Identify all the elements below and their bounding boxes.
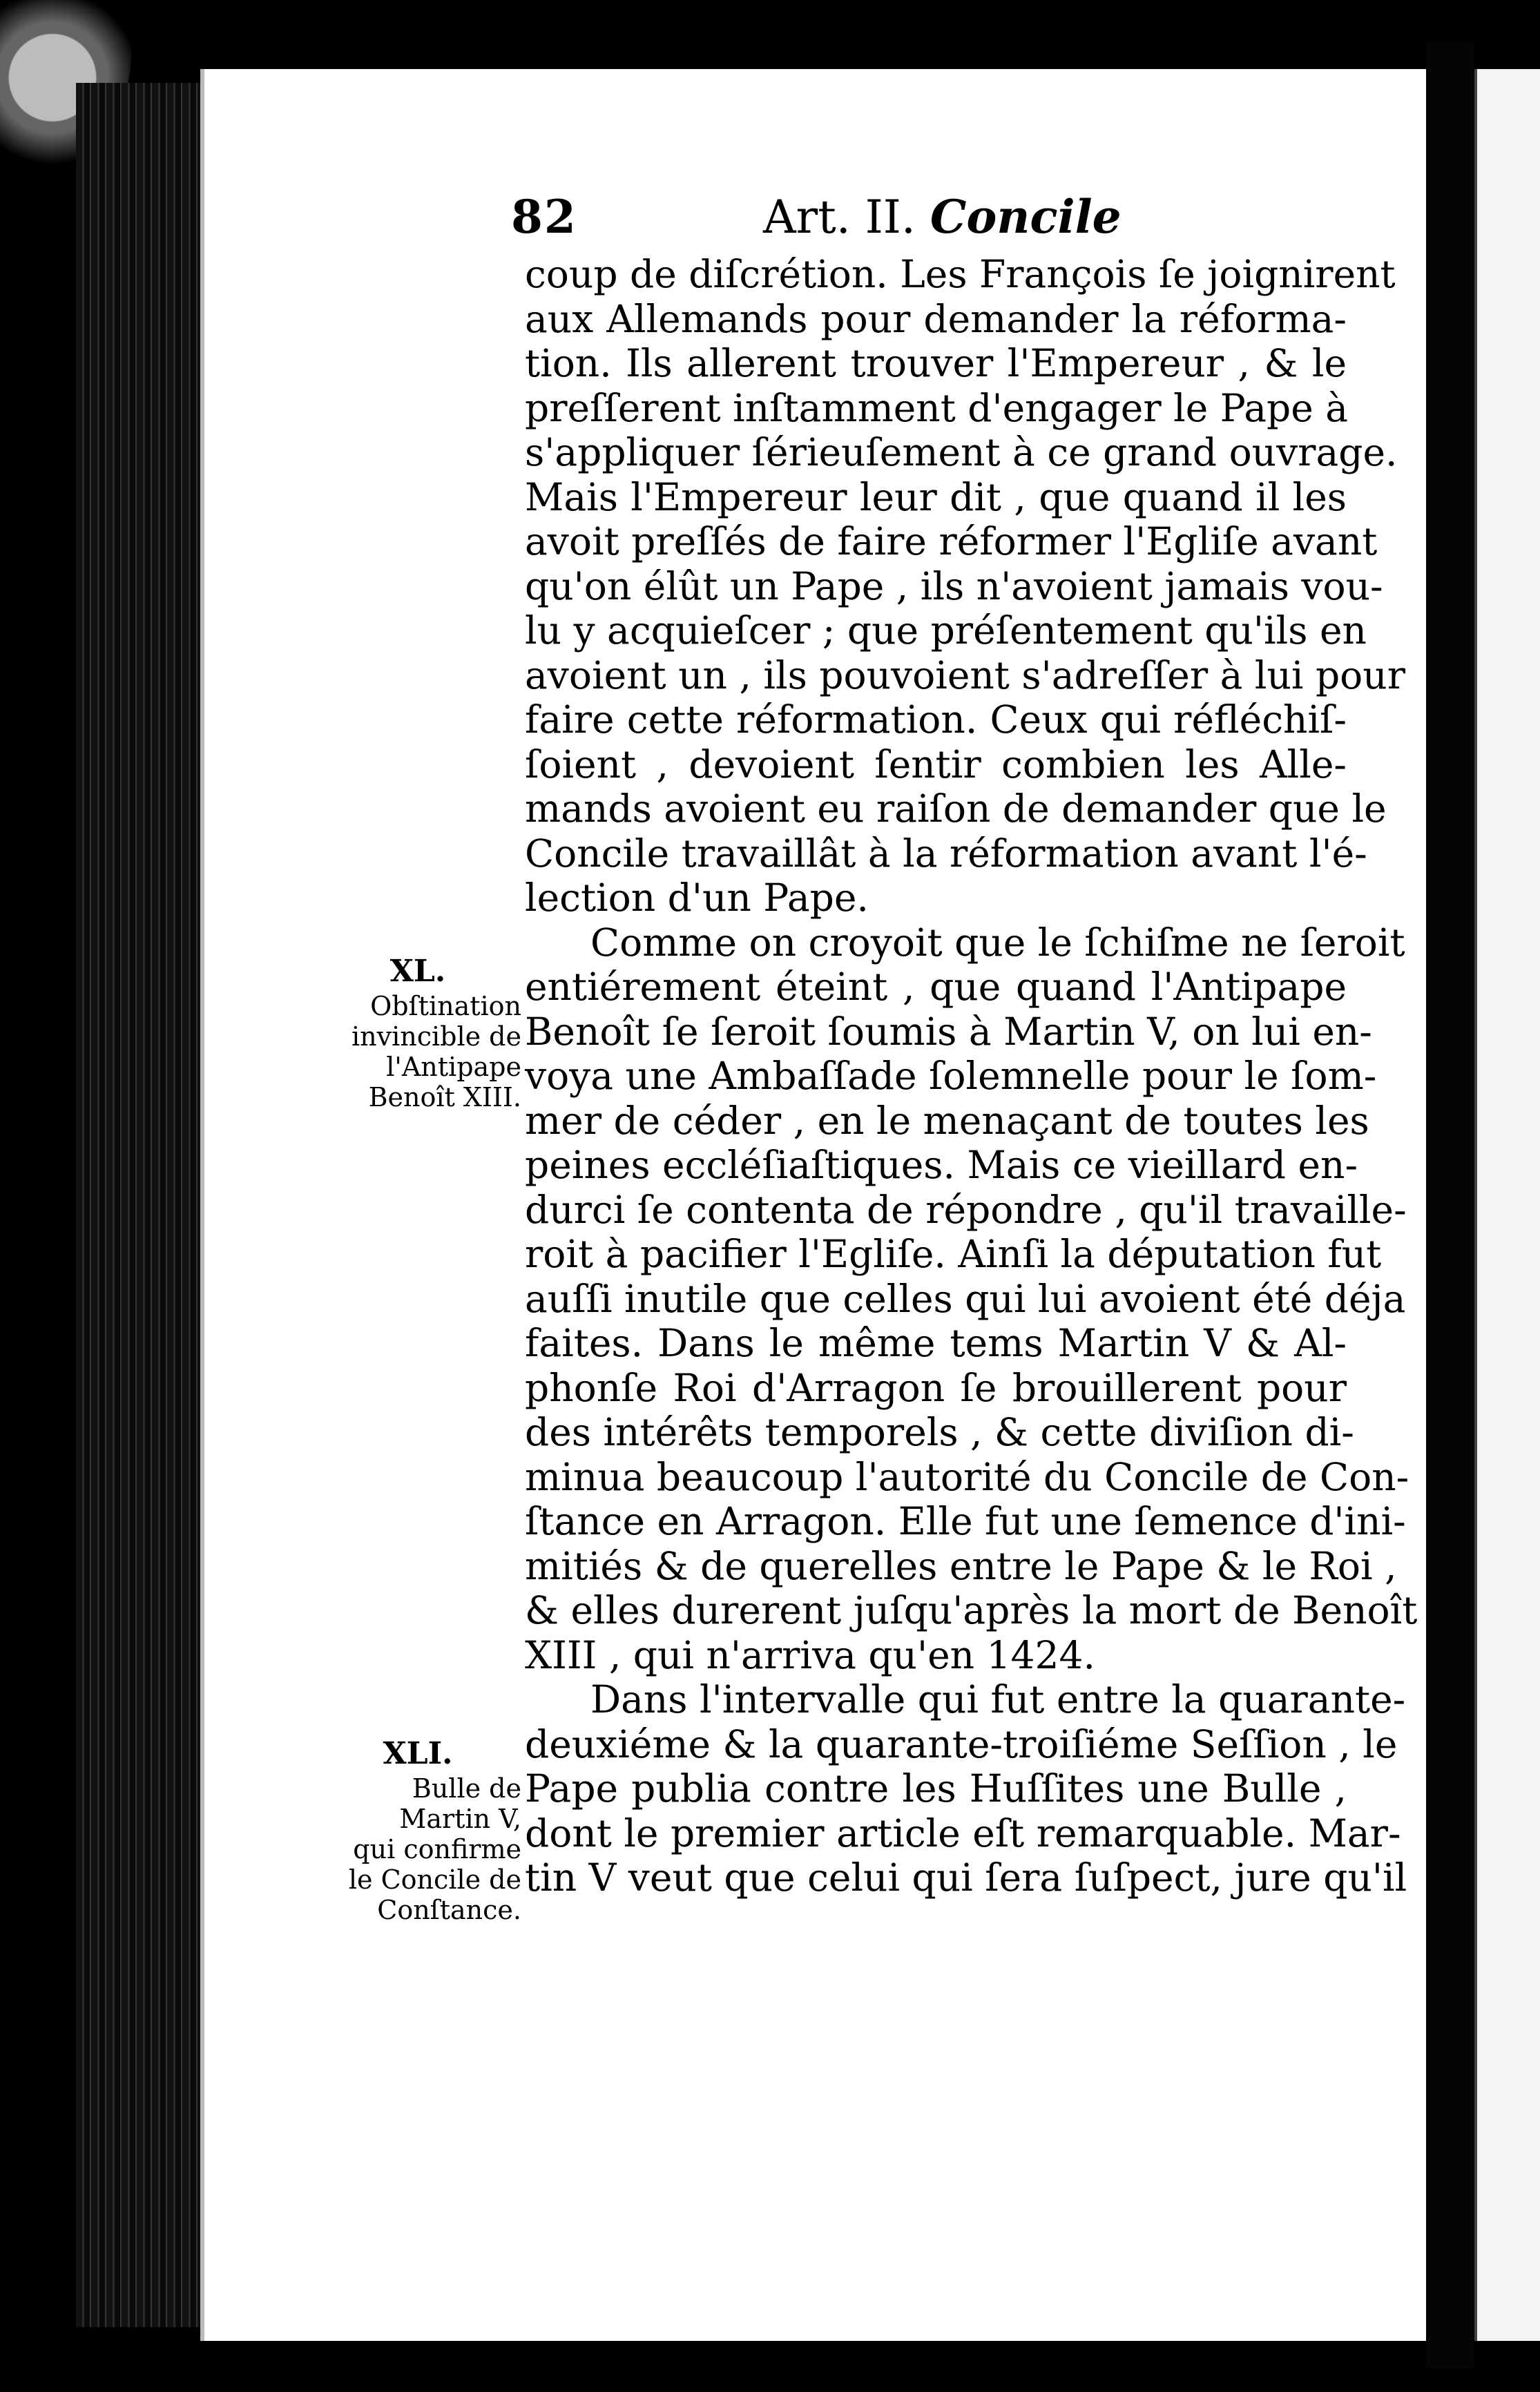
text-line: aux Allemands pour demander la réforma-: [525, 296, 1347, 341]
margin-note-line: invincible de: [351, 1021, 521, 1052]
text-line: minua beaucoup l'autorité du Concile de Con-: [525, 1454, 1409, 1499]
text-line: Benoît ſe ſeroit ſoumis à Martin V, on lui en-: [525, 1009, 1372, 1054]
text-line: avoient un , ils pouvoient s'adreſſer à lui pour: [525, 653, 1405, 697]
margin-note-line: Bulle de: [412, 1773, 521, 1804]
text-line: deuxiéme & la quarante-troiſiéme Seſſion , le: [525, 1721, 1398, 1766]
margin-note-line: le Concile de: [348, 1864, 521, 1895]
text-line: & elles durerent juſqu'après la mort de Benoît: [525, 1588, 1418, 1632]
text-line: lection d'un Pape.: [525, 876, 869, 920]
text-line: voya une Ambaſſade ſolemnelle pour le ſom-: [525, 1054, 1377, 1098]
text-line: tin V veut que celui qui ſera ſuſpect, jure qu'il: [525, 1855, 1407, 1900]
body-text: [525, 252, 1418, 1900]
margin-note-number: XLI.: [383, 1736, 453, 1771]
text-line: mitiés & de querelles entre le Pape & le Roi ,: [525, 1543, 1397, 1588]
page-number: 82: [511, 190, 577, 244]
text-line: peines eccléſiaſtiques. Mais ce vieillard en-: [525, 1143, 1358, 1187]
text-line: roit à pacifier l'Egliſe. Ainſi la députation fut: [525, 1232, 1382, 1276]
text-line: entiérement éteint , que quand l'Antipape: [525, 965, 1347, 1009]
text-line: XIII , qui n'arriva qu'en 1424.: [525, 1632, 1095, 1677]
margin-note-line: l'Antipape: [386, 1052, 521, 1082]
text-line: ſtance en Arragon. Elle fut une ſemence d'ini-: [525, 1499, 1406, 1543]
text-line: faites. Dans le même tems Martin V & Al-: [525, 1321, 1347, 1365]
margin-note-xl: [314, 956, 521, 1112]
text-line: lu y acquieſcer ; que préſentement qu'ils en: [525, 608, 1367, 653]
text-line: qu'on élût un Pape , ils n'avoient jamais vou-: [525, 563, 1383, 608]
text-line: avoit preſſés de faire réformer l'Egliſe avant: [525, 519, 1378, 563]
margin-note-line: Martin V,: [399, 1804, 521, 1834]
text-line: dont le premier article eſt remarquable. Mar-: [525, 1811, 1401, 1855]
margin-note-number: XL.: [389, 954, 446, 989]
text-line: des intérêts temporels , & cette diviſion di-: [525, 1410, 1354, 1454]
text-line: Comme on croyoit que le ſchiſme ne ſeroit: [590, 920, 1405, 965]
text-line: Concile travaillât à la réformation avant l'é-: [525, 831, 1367, 876]
text-line: Mais l'Empereur leur dit , que quand il les: [525, 474, 1347, 519]
text-line: s'appliquer ſérieuſement à ce grand ouvrage.: [525, 430, 1398, 474]
running-title: [763, 190, 1122, 244]
margin-note-xli: [314, 1736, 521, 1925]
text-line: preſſerent inſtamment d'engager le Pape à: [525, 385, 1349, 430]
text-line: phonſe Roi d'Arragon ſe brouillerent pour: [525, 1365, 1347, 1410]
text-line: mer de céder , en le menaçant de toutes les: [525, 1098, 1369, 1143]
text-line: mands avoient eu raiſon de demander que le: [525, 787, 1387, 831]
text-line: faire cette réformation. Ceux qui réfléchiſ-: [525, 697, 1347, 742]
text-line: Dans l'intervalle qui fut entre la quarante-: [590, 1677, 1406, 1721]
text-line: durci ſe contenta de répondre , qu'il travaille-: [525, 1187, 1407, 1232]
text-line: coup de diſcrétion. Les François ſe joignirent: [525, 252, 1396, 296]
text-line: ſoient , devoient ſentir combien les Alle-: [525, 742, 1347, 787]
running-title-prefix: Art. II.: [763, 191, 916, 244]
facing-page-edge: [1474, 69, 1540, 2341]
text-line: tion. Ils allerent trouver l'Empereur , & le: [525, 341, 1347, 385]
text-line: Pape publia contre les Huſſites une Bulle ,: [525, 1766, 1347, 1811]
book-gutter: [1426, 41, 1474, 2369]
margin-note-line: Obſtination: [370, 991, 521, 1021]
text-line: auſſi inutile que celles qui lui avoient été déja: [525, 1276, 1406, 1321]
running-title-italic: Concile: [930, 190, 1122, 244]
margin-note-line: Conſtance.: [377, 1895, 521, 1925]
margin-note-line: Benoît XIII.: [368, 1082, 521, 1112]
margin-note-line: qui confirme: [353, 1834, 521, 1864]
